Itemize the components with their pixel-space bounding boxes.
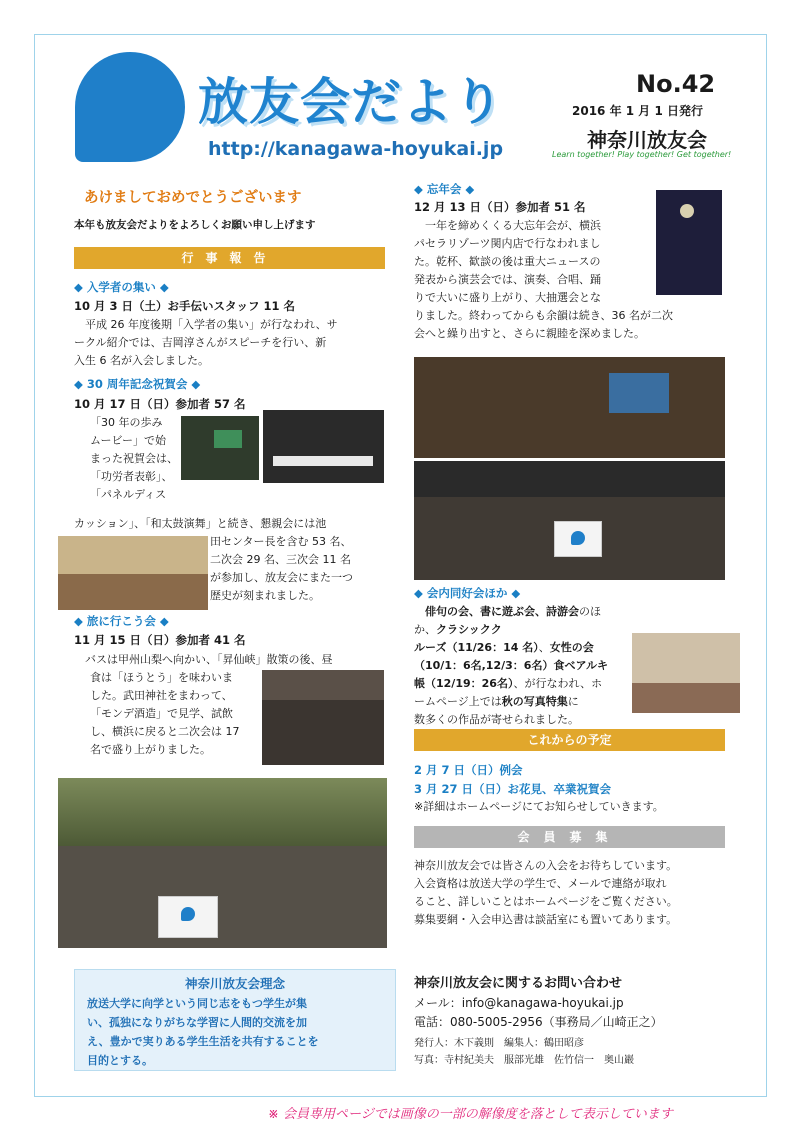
contact-title: 神奈川放友会に関するお問い合わせ <box>414 976 623 991</box>
anniversary-body-right: 田センター長を含む 53 名、 二次会 29 名、三次会 11 名 が参加し、放友会にまた一つ 歴史が刻まれました。 <box>210 535 353 602</box>
anniversary-body-narrow: 「30 年の歩み ムービー」で始 まった祝賀会は、 「功労者表彰」、 「パネルディス <box>90 416 178 501</box>
bonenkai-title: ◆ 忘年会 ◆ <box>414 182 475 196</box>
recruit-bar: 会員募集 <box>414 826 725 848</box>
schedule-item-1: 2 月 7 日（日）例会 <box>414 763 523 777</box>
issue-date: 2016 年 1 月 1 日発行 <box>572 104 703 118</box>
greeting-title: あけましておめでとうございます <box>84 190 302 206</box>
contact-phone: 電話：080-5005-2956（事務局／山崎正之） <box>414 1015 663 1029</box>
org-name: 神奈川放友会 <box>587 128 707 152</box>
staff-credits-2: 写真：寺村紀美夫 服部光雄 佐竹信一 奥山巖 <box>414 1055 634 1066</box>
anniversary-photo-panel <box>263 410 384 483</box>
club-title: ◆ 会内同好会ほか ◆ <box>414 586 521 600</box>
anniversary-photo-taiko <box>58 536 208 610</box>
trip-title: ◆ 旅に行こう会 ◆ <box>74 614 169 628</box>
greeting-text: 本年も放友会だよりをよろしくお願い申し上げます <box>74 219 316 231</box>
anniversary-subtitle: 10 月 17 日（日）参加者 57 名 <box>74 397 246 411</box>
nyugaku-body: 平成 26 年度後期「入学者の集い」が行なわれ、サ ークル紹介では、吉岡淳さんがスピーチを行い、新 入生 6 名が入会しました。 <box>74 318 338 367</box>
bonenkai-party-photo <box>414 357 725 458</box>
club-body: 俳句の会、書に遊ぶ会、詩游会のほか、クラシックク ルーズ（11/26：14 名）、女性の会 （10/1：6名,12/3：6名）食べアルキ 帳（12/19：26名）、が行なわれ、ホ ームページ上では秋の写真特集に 数多くの作品が寄せられました。 <box>414 605 609 726</box>
club-photo <box>632 633 740 713</box>
nyugaku-title: ◆ 入学者の集い ◆ <box>74 280 169 294</box>
schedule-bar: これからの予定 <box>414 729 725 751</box>
philosophy-box <box>74 969 396 1071</box>
trip-body-wide: バスは甲州山梨へ向かい、「昇仙峡」散策の後、昼 <box>74 653 333 666</box>
anniversary-photo-movie <box>181 416 259 480</box>
philosophy-title: 神奈川放友会理念 <box>184 976 285 991</box>
motto: Learn together! Play together! Get together! <box>552 150 732 159</box>
footnote: ※ 会員専用ページでは画像の一部の解像度を落として表示しています <box>268 1107 673 1122</box>
trip-group-photo <box>58 778 387 948</box>
recruit-body: 神奈川放友会では皆さんの入会をお待ちしています。 入会資格は放送大学の学生で、メールで連絡が取れ ること、詳しいことはホームページをご覧ください。 募集要網・入会申込書は談話室にも置いてあります。 <box>414 859 678 926</box>
philosophy-text: 放送大学に向学という同じ志をもつ学生が集 い、孤独になりがちな学習に人間的交流を加 え、豊かで実りある学生生活を共有することを 目的とする。 <box>87 997 319 1067</box>
bonenkai-body: 一年を締めくくる大忘年会が、横浜 パセラリゾーツ関内店で行なわれまし た。乾杯、歓談の後は重大ニュースの 発表から演芸会では、演奏、合唱、踊 りで大いに盛り上がり、大抽選会とな りました。終わってからも余韻は続き、36 名が二次 会へと繰り出すと、さらに親睦を深めました。 <box>414 219 673 340</box>
bonenkai-group-photo <box>414 461 725 580</box>
trip-subtitle: 11 月 15 日（日）参加者 41 名 <box>74 633 246 647</box>
bonenkai-subtitle: 12 月 13 日（日）参加者 51 名 <box>414 200 586 214</box>
nyugaku-subtitle: 10 月 3 日（土）お手伝いスタッフ 11 名 <box>74 299 296 313</box>
trip-bus-photo <box>262 670 384 765</box>
anniversary-title: ◆ 30 周年記念祝賀会 ◆ <box>74 377 201 391</box>
contact-email-link[interactable]: メール：info@kanagawa-hoyukai.jp <box>414 996 624 1010</box>
event-report-bar: 行事報告 <box>74 247 385 269</box>
issue-number: No.42 <box>636 70 716 98</box>
bonenkai-performer-photo <box>656 190 722 295</box>
staff-credits-1: 発行人：木下義則 編集人：鶴田昭彦 <box>414 1038 584 1049</box>
site-url-link[interactable]: http://kanagawa-hoyukai.jp <box>208 138 504 160</box>
trip-body-narrow: 食は「ほうとう」を味わいま した。武田神社をまわって、 「モンデ酒造」で見学、試飲 し、横浜に戻ると二次会は 17 名で盛り上がりました。 <box>90 671 240 756</box>
schedule-note: ※詳細はホームページにてお知らせしていきます。 <box>414 800 664 813</box>
schedule-item-2: 3 月 27 日（日）お花見、卒業祝賀会 <box>414 782 612 796</box>
logo-mark-icon <box>75 52 185 162</box>
anniversary-body-wide: カッション」、「和太鼓演舞」と続き、懇親会には池 <box>74 517 327 530</box>
newsletter-title: 放友会だより <box>198 73 504 131</box>
